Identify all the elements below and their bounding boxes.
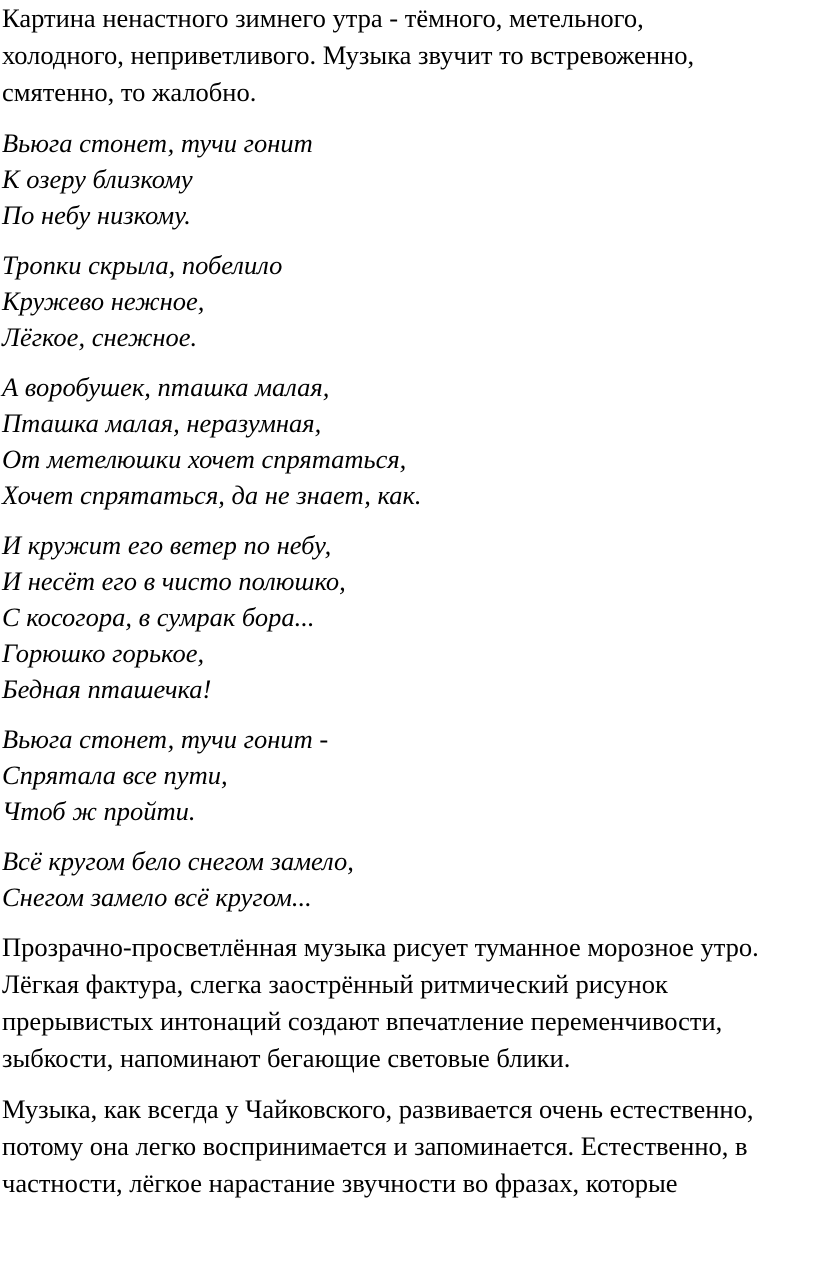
text-line: частности, лёгкое нарастание звучности во фразах, которые (2, 1168, 678, 1198)
analysis-paragraph (2, 1091, 814, 1202)
poem-line: И кружит его ветер по небу, (2, 530, 332, 560)
poem-stanza-6 (2, 843, 814, 915)
text-line: Прозрачно-просветлённая музыка рисует туманное морозное утро. (2, 932, 759, 962)
text-line: холодного, неприветливого. Музыка звучит то встревоженно, (2, 40, 695, 70)
text-line: Музыка, как всегда у Чайковского, развивается очень естественно, (2, 1094, 754, 1124)
poem-line: Вьюга стонет, тучи гонит - (2, 724, 329, 754)
poem-line: А воробушек, пташка малая, (2, 372, 330, 402)
poem-line: По небу низкому. (2, 200, 191, 230)
poem-line: С косогора, в сумрак бора... (2, 602, 315, 632)
poem-line: Снегом замело всё кругом... (2, 882, 312, 912)
poem-line: И несёт его в чисто полюшко, (2, 566, 346, 596)
poem-stanza-3 (2, 369, 814, 513)
poem-stanza-5 (2, 721, 814, 829)
poem-line: К озеру близкому (2, 164, 193, 194)
poem-line: Пташка малая, неразумная, (2, 408, 322, 438)
poem-line: Спрятала все пути, (2, 760, 228, 790)
text-line: потому она легко воспринимается и запоминается. Естественно, в (2, 1131, 748, 1161)
poem-line: Горюшко горькое, (2, 638, 205, 668)
poem-line: Хочет спрятаться, да не знает, как. (2, 480, 422, 510)
poem-line: Вьюга стонет, тучи гонит (2, 128, 313, 158)
description-paragraph (2, 929, 814, 1077)
poem-line: Чтоб ж пройти. (2, 796, 196, 826)
text-line: Лёгкая фактура, слегка заострённый ритмический рисунок (2, 969, 668, 999)
text-line: зыбкости, напоминают бегающие световые блики. (2, 1043, 571, 1073)
poem-line: От метелюшки хочет спрятаться, (2, 444, 407, 474)
text-line: Картина ненастного зимнего утра - тёмного, метельного, (2, 3, 644, 33)
poem-stanza-2 (2, 247, 814, 355)
poem-stanza-1 (2, 125, 814, 233)
poem-line: Бедная пташечка! (2, 674, 212, 704)
text-line: прерывистых интонаций создают впечатление переменчивости, (2, 1006, 723, 1036)
poem-line: Кружево нежное, (2, 286, 205, 316)
poem-line: Всё кругом бело снегом замело, (2, 846, 354, 876)
poem-stanza-4 (2, 527, 814, 707)
poem-line: Тропки скрыла, побелило (2, 250, 283, 280)
text-line: смятенно, то жалобно. (2, 77, 257, 107)
document-page (2, 0, 814, 1202)
poem-line: Лёгкое, снежное. (2, 322, 198, 352)
intro-paragraph (2, 0, 814, 111)
